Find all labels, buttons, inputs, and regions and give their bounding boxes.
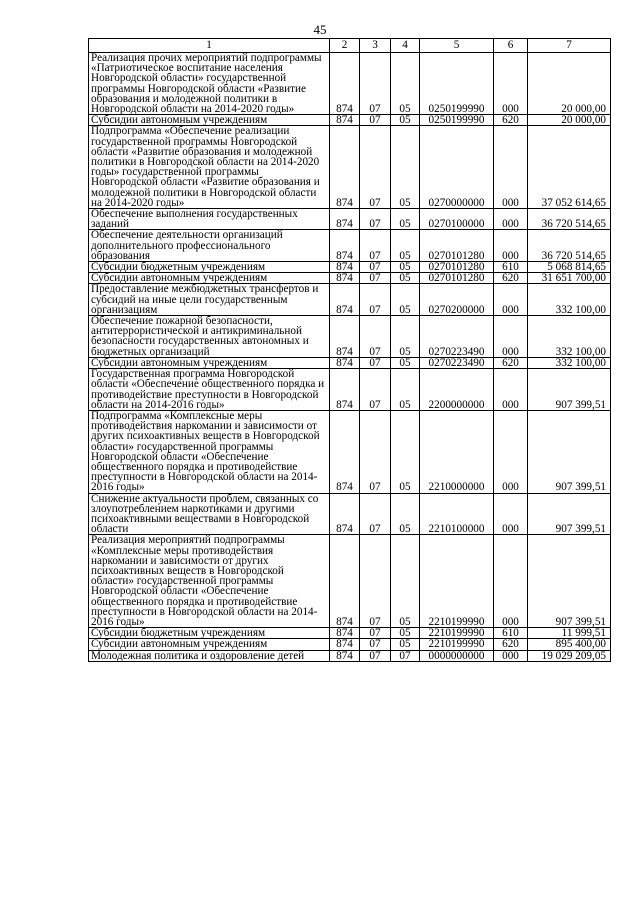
cell-amount: 37 052 614,65 <box>528 126 611 209</box>
cell-col3: 07 <box>360 493 391 535</box>
cell-col5: 2210199990 <box>420 639 494 650</box>
cell-col6: 610 <box>494 628 528 639</box>
row-description: Подпрограмма «Обеспечение реализации государственной программы Новгородской области «Развитие образования и молодежной политики в Новгородской области на 2014-2020 годы» государственной программы Новгородской области «Развитие образования и молодежной политики в Новгородской области на 2014-2020 годы» <box>89 126 330 209</box>
row-description: Реализация мероприятий подпрограммы «Комплексные меры противодействия наркомании и зависимости от других психоактивных веществ в Новгородской области» государственной программы Новгородской области «Обеспечение общественного порядка и противодействие преступности в Новгородской области на 2014-2016 годы» <box>89 535 330 628</box>
cell-col5: 2210199990 <box>420 535 494 628</box>
cell-amount: 36 720 514,65 <box>528 209 611 230</box>
cell-col6: 620 <box>494 115 528 126</box>
cell-col2: 874 <box>330 209 360 230</box>
row-description: Субсидии автономным учреждениям <box>89 639 330 650</box>
row-description: Обеспечение деятельности организаций дополнительного профессионального образования <box>89 230 330 262</box>
cell-col5: 2210000000 <box>420 410 494 493</box>
cell-col3: 07 <box>360 262 391 273</box>
cell-col5: 0270101280 <box>420 230 494 262</box>
row-description: Снижение актуальности проблем, связанных со злоупотреблением наркотиками и другими психоактивными веществами в Новгородской области <box>89 493 330 535</box>
cell-col6: 610 <box>494 262 528 273</box>
cell-col6: 620 <box>494 639 528 650</box>
table-row <box>89 273 611 284</box>
header-cell: 6 <box>494 39 528 53</box>
cell-col6: 000 <box>494 650 528 661</box>
cell-col4: 05 <box>391 115 420 126</box>
cell-col6: 000 <box>494 53 528 115</box>
cell-col2: 874 <box>330 639 360 650</box>
table-row <box>89 115 611 126</box>
cell-amount: 907 399,51 <box>528 369 611 411</box>
cell-col5: 2200000000 <box>420 369 494 411</box>
table-row <box>89 53 611 115</box>
cell-amount: 31 651 700,00 <box>528 273 611 284</box>
cell-col2: 874 <box>330 316 360 358</box>
row-description: Обеспечение выполнения государственных заданий <box>89 209 330 230</box>
row-description: Субсидии бюджетным учреждениям <box>89 628 330 639</box>
cell-col3: 07 <box>360 53 391 115</box>
row-description: Субсидии автономным учреждениям <box>89 273 330 284</box>
cell-col5: 0000000000 <box>420 650 494 661</box>
cell-col5: 0270223490 <box>420 357 494 368</box>
header-cell: 1 <box>89 39 330 53</box>
cell-col5: 0270101280 <box>420 262 494 273</box>
cell-col3: 07 <box>360 369 391 411</box>
cell-col3: 07 <box>360 410 391 493</box>
table-row <box>89 410 611 493</box>
row-description: Предоставление межбюджетных трансфертов и субсидий на иные цели государственным организациям <box>89 284 330 316</box>
cell-col3: 07 <box>360 273 391 284</box>
cell-col3: 07 <box>360 284 391 316</box>
row-description: Обеспечение пожарной безопасности, антитеррористической и антикриминальной безопасности государственных автономных и бюджетных организаций <box>89 316 330 358</box>
cell-col2: 874 <box>330 535 360 628</box>
cell-col2: 874 <box>330 369 360 411</box>
cell-col5: 0270223490 <box>420 316 494 358</box>
cell-amount: 20 000,00 <box>528 115 611 126</box>
cell-col4: 05 <box>391 493 420 535</box>
cell-col2: 874 <box>330 53 360 115</box>
cell-amount: 332 100,00 <box>528 357 611 368</box>
cell-col4: 05 <box>391 126 420 209</box>
cell-col3: 07 <box>360 535 391 628</box>
table-row <box>89 316 611 358</box>
cell-col4: 05 <box>391 53 420 115</box>
cell-col5: 0270200000 <box>420 284 494 316</box>
cell-col6: 000 <box>494 230 528 262</box>
cell-col6: 000 <box>494 284 528 316</box>
cell-amount: 19 029 209,05 <box>528 650 611 661</box>
row-description: Государственная программа Новгородской области «Обеспечение общественного порядка и противодействие преступности в Новгородской области на 2014-2016 годы» <box>89 369 330 411</box>
cell-col6: 000 <box>494 209 528 230</box>
table-row <box>89 262 611 273</box>
cell-col3: 07 <box>360 357 391 368</box>
header-cell: 7 <box>528 39 611 53</box>
cell-col6: 000 <box>494 493 528 535</box>
cell-amount: 907 399,51 <box>528 535 611 628</box>
table-row <box>89 650 611 661</box>
cell-col4: 05 <box>391 209 420 230</box>
cell-col2: 874 <box>330 493 360 535</box>
cell-amount: 332 100,00 <box>528 284 611 316</box>
cell-col6: 000 <box>494 410 528 493</box>
cell-col2: 874 <box>330 650 360 661</box>
cell-col5: 2210100000 <box>420 493 494 535</box>
table-row <box>89 357 611 368</box>
cell-amount: 36 720 514,65 <box>528 230 611 262</box>
cell-amount: 332 100,00 <box>528 316 611 358</box>
cell-col3: 07 <box>360 628 391 639</box>
row-description: Молодежная политика и оздоровление детей <box>89 650 330 661</box>
row-description: Субсидии бюджетным учреждениям <box>89 262 330 273</box>
cell-col4: 05 <box>391 284 420 316</box>
cell-col5: 0270000000 <box>420 126 494 209</box>
cell-col6: 000 <box>494 369 528 411</box>
header-cell: 2 <box>330 39 360 53</box>
cell-col4: 05 <box>391 316 420 358</box>
row-description: Подпрограмма «Комплексные меры противодействия наркомании и зависимости от других психоактивных веществ в Новгородской области» государственной программы Новгородской области «Обеспечение общественного порядка и противодействие преступности в Новгородской области на 2014-2016 годы» <box>89 410 330 493</box>
cell-col2: 874 <box>330 357 360 368</box>
cell-col4: 05 <box>391 357 420 368</box>
cell-col5: 0270100000 <box>420 209 494 230</box>
row-description: Субсидии автономным учреждениям <box>89 357 330 368</box>
cell-col2: 874 <box>330 115 360 126</box>
cell-col3: 07 <box>360 126 391 209</box>
cell-amount: 907 399,51 <box>528 493 611 535</box>
cell-col2: 874 <box>330 262 360 273</box>
table-row <box>89 639 611 650</box>
table-row <box>89 230 611 262</box>
cell-col4: 05 <box>391 639 420 650</box>
cell-col6: 620 <box>494 273 528 284</box>
cell-col2: 874 <box>330 273 360 284</box>
cell-amount: 11 999,51 <box>528 628 611 639</box>
cell-col3: 07 <box>360 650 391 661</box>
cell-col2: 874 <box>330 284 360 316</box>
header-cell: 3 <box>360 39 391 53</box>
header-cell: 5 <box>420 39 494 53</box>
table-row <box>89 126 611 209</box>
table-row <box>89 369 611 411</box>
cell-col3: 07 <box>360 115 391 126</box>
cell-col4: 05 <box>391 410 420 493</box>
cell-col4: 07 <box>391 650 420 661</box>
cell-col6: 000 <box>494 126 528 209</box>
cell-col6: 000 <box>494 316 528 358</box>
cell-col6: 000 <box>494 535 528 628</box>
cell-col3: 07 <box>360 639 391 650</box>
cell-col3: 07 <box>360 209 391 230</box>
cell-amount: 20 000,00 <box>528 53 611 115</box>
table-row <box>89 628 611 639</box>
cell-col5: 0250199990 <box>420 115 494 126</box>
page-number: 45 <box>313 22 327 37</box>
cell-col4: 05 <box>391 230 420 262</box>
header-cell: 4 <box>391 39 420 53</box>
budget-table <box>88 38 611 662</box>
cell-amount: 907 399,51 <box>528 410 611 493</box>
table-row <box>89 284 611 316</box>
cell-col2: 874 <box>330 230 360 262</box>
cell-col5: 0250199990 <box>420 53 494 115</box>
cell-col4: 05 <box>391 369 420 411</box>
cell-col4: 05 <box>391 273 420 284</box>
cell-col3: 07 <box>360 230 391 262</box>
table-row <box>89 535 611 628</box>
cell-amount: 5 068 814,65 <box>528 262 611 273</box>
cell-col5: 0270101280 <box>420 273 494 284</box>
cell-col2: 874 <box>330 126 360 209</box>
cell-col4: 05 <box>391 535 420 628</box>
cell-col3: 07 <box>360 316 391 358</box>
cell-col2: 874 <box>330 410 360 493</box>
cell-col2: 874 <box>330 628 360 639</box>
cell-col4: 05 <box>391 628 420 639</box>
header-row <box>89 39 611 53</box>
row-description: Субсидии автономным учреждениям <box>89 115 330 126</box>
row-description: Реализация прочих мероприятий подпрограммы «Патриотическое воспитание населения Новгородской области» государственной программы Новгородской области «Развитие образования и молодежной политики в Новгородской области на 2014-2020 годы» <box>89 53 330 115</box>
table-row <box>89 493 611 535</box>
cell-col6: 620 <box>494 357 528 368</box>
cell-amount: 895 400,00 <box>528 639 611 650</box>
cell-col5: 2210199990 <box>420 628 494 639</box>
cell-col4: 05 <box>391 262 420 273</box>
table-row <box>89 209 611 230</box>
